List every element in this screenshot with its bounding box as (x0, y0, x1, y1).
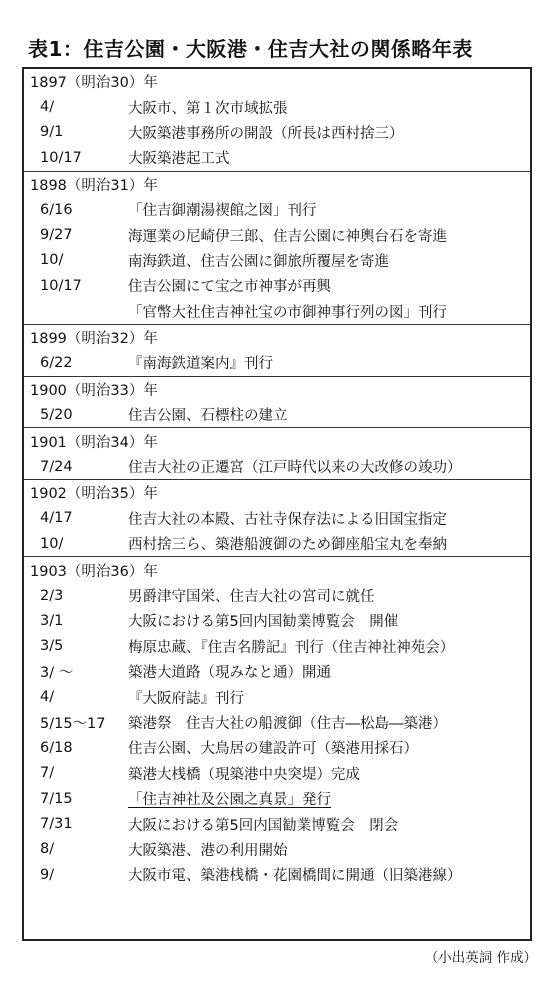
event-date: 3/1 (40, 612, 64, 629)
event-text: 大阪における第5回内国勧業博覧会 開催 (128, 614, 399, 631)
event-text: 大阪市電、築港桟橋・花園橋間に開通（旧築港線） (128, 868, 462, 885)
event-row (30, 862, 530, 887)
event-text: 大阪築港起工式 (128, 151, 230, 168)
event-text: 築港大桟橋（現築港中央突堤）完成 (128, 766, 360, 783)
event-date: 7/31 (40, 816, 73, 833)
event-row (30, 837, 530, 862)
event-row (30, 222, 530, 247)
event-date: 7/15 (40, 790, 73, 807)
event-row (30, 786, 530, 811)
year-block (24, 479, 530, 556)
year-heading: 1903（明治36）年 (30, 563, 158, 580)
event-date: 5/15～17 (40, 715, 106, 732)
event-date: 5/20 (40, 406, 73, 423)
event-text: 南海鉄道、住吉公園に御旅所覆屋を寄進 (128, 253, 389, 270)
event-date: 9/1 (40, 124, 64, 141)
event-date: 4/ (40, 99, 55, 116)
event-row (30, 120, 530, 145)
event-row (30, 454, 530, 479)
event-text: 『南海鉄道案内』刊行 (128, 356, 273, 373)
event-row (30, 402, 530, 427)
event-row (30, 350, 530, 375)
event-date: 8/ (40, 841, 55, 858)
event-text: 海運業の尼崎伊三郎、住吉公園に神輿台石を寄進 (128, 228, 447, 245)
event-text: 梅原忠蔵、『住吉名勝記』刊行（住吉神社神苑会） (128, 639, 455, 656)
year-block (24, 427, 530, 479)
event-row (30, 248, 530, 273)
event-row (30, 583, 530, 608)
event-date: 6/18 (40, 739, 73, 756)
event-date: 9/ (40, 866, 55, 883)
event-date: 4/ (40, 689, 55, 706)
event-date: 9/27 (40, 227, 73, 244)
event-text: 大阪築港事務所の開設（所長は西村捨三） (128, 125, 404, 142)
page-title: 表1：住吉公園・大阪港・住吉大社の関係略年表 (28, 37, 473, 61)
event-text: 大阪築港、港の利用開始 (128, 842, 288, 859)
year-block (24, 171, 530, 324)
event-date: 7/ (40, 765, 55, 782)
event-date: 2/3 (40, 587, 64, 604)
event-text: 住吉公園、大鳥居の建設許可（築港用採石） (128, 741, 418, 758)
event-text: 「住吉神社及公園之真景」発行 (128, 792, 331, 809)
event-row (30, 659, 530, 684)
event-date: 7/24 (40, 458, 73, 475)
event-text: 「官幣大社住吉神社宝の市御神事行列の図」刊行 (128, 304, 447, 321)
event-text: 大阪市、第１次市域拡張 (128, 100, 288, 117)
event-text: 『大阪府誌』刊行 (128, 690, 244, 707)
timeline-table (22, 67, 532, 941)
year-heading: 1897（明治30）年 (30, 75, 158, 92)
event-row (30, 684, 530, 709)
year-heading: 1900（明治33）年 (30, 382, 158, 399)
year-heading: 1899（明治32）年 (30, 331, 158, 348)
event-row (30, 273, 530, 298)
event-row (30, 94, 530, 119)
event-row (30, 506, 530, 531)
year-block (24, 324, 530, 376)
event-row (30, 197, 530, 222)
year-heading: 1901（明治34）年 (30, 434, 158, 451)
event-date: 10/ (40, 535, 64, 552)
event-row (30, 145, 530, 170)
event-date: 6/22 (40, 354, 73, 371)
year-block (24, 556, 530, 887)
year-heading: 1898（明治31）年 (30, 177, 158, 194)
event-row (30, 811, 530, 836)
event-row (30, 710, 530, 735)
event-text: 住吉公園、石標柱の建立 (128, 408, 288, 425)
year-heading: 1902（明治35）年 (30, 486, 158, 503)
event-date: 3/ ～ (40, 665, 74, 682)
event-row (30, 608, 530, 633)
year-block (24, 376, 530, 428)
event-date: 10/ (40, 252, 64, 269)
event-text: 住吉大社の正遷宮（江戸時代以来の大改修の竣功） (128, 460, 462, 477)
event-text: 住吉大社の本殿、古社寺保存法による旧国宝指定 (128, 511, 447, 528)
event-date: 3/5 (40, 638, 64, 655)
event-text: 築港大道路（現みなと通）開通 (128, 665, 331, 682)
event-date: 6/16 (40, 201, 73, 218)
year-block (24, 69, 530, 171)
event-date: 4/17 (40, 510, 73, 527)
event-row (30, 761, 530, 786)
event-date: 10/17 (40, 149, 82, 166)
event-row (30, 299, 530, 324)
event-row (30, 735, 530, 760)
author-credit: （小出英詞 作成） (424, 950, 537, 966)
event-row (30, 634, 530, 659)
event-text: 住吉公園にて宝之市神事が再興 (128, 279, 331, 296)
event-text: 大阪における第5回内国勧業博覧会 閉会 (128, 817, 399, 834)
event-text: 築港祭 住吉大社の船渡御（住吉―松島―築港） (128, 715, 447, 732)
event-row (30, 531, 530, 556)
event-text: 「住吉御潮湯禊館之図」刊行 (128, 203, 317, 220)
event-text: 西村捨三ら、築港船渡御のため御座船宝丸を奉納 (128, 537, 447, 554)
event-date: 10/17 (40, 277, 82, 294)
event-text: 男爵津守国栄、住吉大社の宮司に就任 (128, 589, 375, 605)
